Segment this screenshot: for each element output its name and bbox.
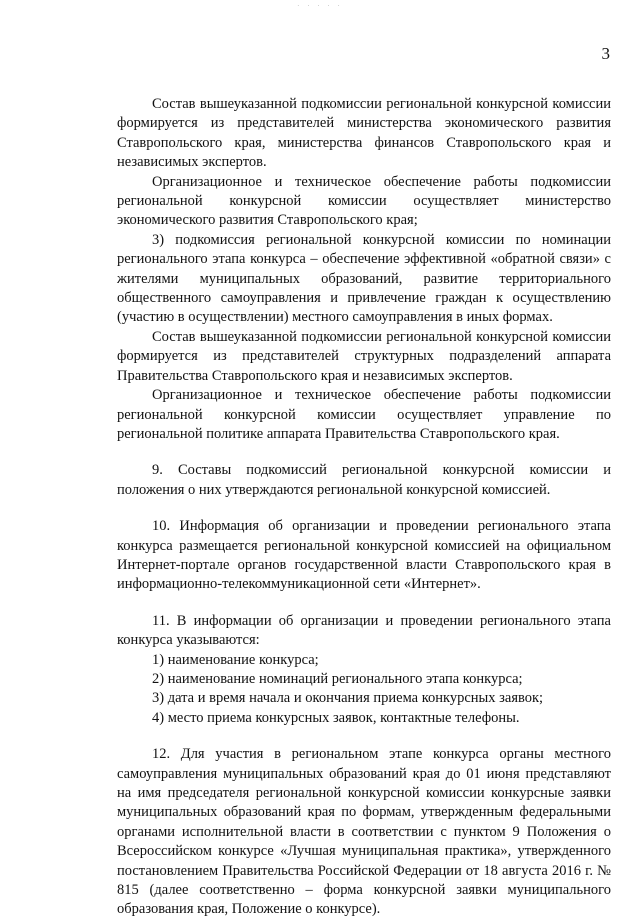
paragraph-subcommission-3-composition: Состав вышеуказанной подкомиссии региональной конкурсной комиссии формируется из представителей структурных подразделений аппарата Правительства Ставропольского края и независимых экспертов. [117, 328, 611, 384]
list-item: 1) наименование конкурса; [152, 651, 319, 668]
paragraph-item-11: 11. В информации об организации и проведении регионального этапа конкурса указываются: [117, 612, 611, 649]
document-body [117, 95, 611, 920]
paragraph-subcommission-3-support: Организационное и техническое обеспечение работы подкомиссии региональной конкурсной комиссии осуществляет управление по региональной политике аппарата Правительства Ставропольского края. [117, 387, 611, 442]
top-scan-mark: · · · · · [297, 2, 343, 10]
paragraph-subcommission-support: Организационное и техническое обеспечение работы подкомиссии региональной конкурсной комиссии осуществляет министерство экономического развития Ставропольского края; [117, 173, 611, 229]
paragraph-item-12: 12. Для участия в региональном этапе конкурса органы местного самоуправления муниципальных образований края до 01 июня представляют на имя председателя региональной конкурсной комиссии конкурсные заявки муниципальных образований края по формам, утвержденным федеральными органами исполнительной власти в соответствии с пунктом 9 Положения о Всероссийском конкурсе «Лучшая муниципальная практика», утвержденного постановлением Правительства Российской Федерации от 18 августа 2016 г. № 815 (далее соответственно – форма конкурсной заявки муниципального образования края, Положение о конкурсе). [117, 746, 611, 918]
list-item: 4) место приема конкурсных заявок, контактные телефоны. [152, 709, 520, 726]
paragraph-subcommission-composition: Состав вышеуказанной подкомиссии региональной конкурсной комиссии формируется из представителей министерства экономического развития Ставропольского края, министерства финансов Ставропольского края и независимых экспертов. [117, 96, 611, 171]
paragraph-item-9: 9. Составы подкомиссий региональной конкурсной комиссии и положения о них утверждаются региональной конкурсной комиссией. [117, 462, 611, 498]
list-item: 2) наименование номинаций регионального этапа конкурса; [152, 670, 523, 687]
paragraph-item-10: 10. Информация об организации и проведении регионального этапа конкурса размещается региональной конкурсной комиссией на официальном Интернет-портале органов государственной власти Ставропольского края в информационно-телекоммуникационной сети «Интернет». [117, 518, 611, 593]
page-number: 3 [601, 44, 610, 63]
list-item: 3) дата и время начала и окончания приема конкурсных заявок; [152, 690, 544, 707]
paragraph-subcommission-3: 3) подкомиссия региональной конкурсной комиссии по номинации регионального этапа конкурса – обеспечение эффективной «обратной связи» с жителями муниципальных образований, развитие территориального общественного самоуправления и привлечение граждан к осуществлению (участию в осуществлении) местного самоуправления в иных формах. [117, 231, 611, 326]
